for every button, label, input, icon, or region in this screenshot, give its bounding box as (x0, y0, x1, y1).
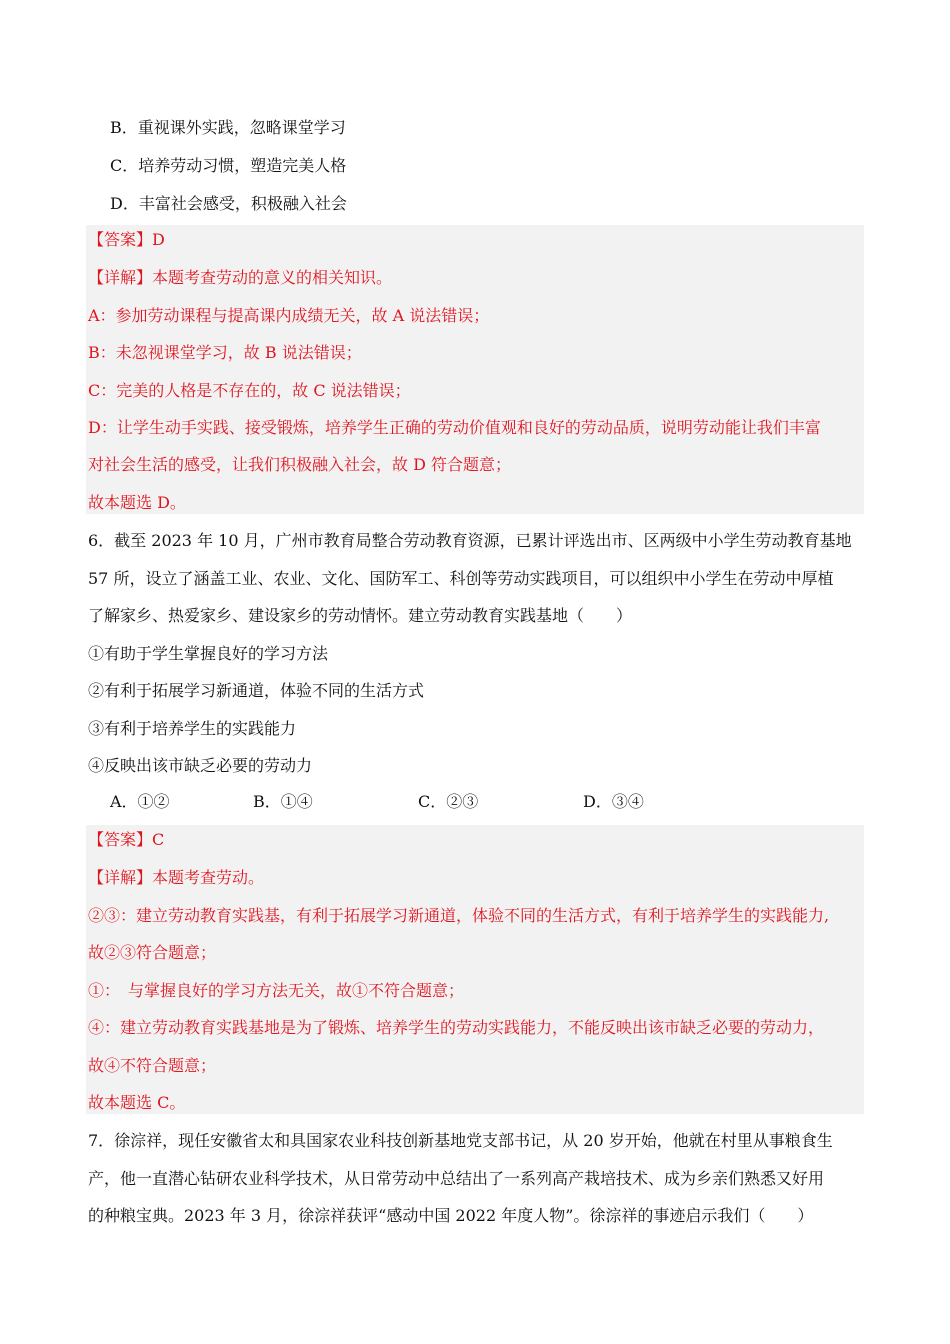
explanation-line: C：完美的人格是不存在的，故 C 说法错误； (88, 381, 411, 400)
statement-item: ②有利于拓展学习新通道，体验不同的生活方式 (88, 681, 425, 700)
explanation-line: 故④不符合题意； (88, 1056, 217, 1075)
statement-item: ④反映出该市缺乏必要的劳动力 (88, 756, 313, 775)
question-stem: 了解家乡、热爱家乡、建设家乡的劳动情怀。建立劳动教育实践基地（ ） (88, 606, 633, 625)
statement-item: ①有助于学生掌握良好的学习方法 (88, 644, 329, 663)
question-stem: 7．徐淙祥，现任安徽省太和具国家农业科技创新基地党支部书记，从 20 岁开始，他就在村里从事粮食生 (88, 1131, 833, 1150)
explanation-line: ①： 与掌握良好的学习方法无关，故①不符合题意； (88, 981, 465, 1000)
answer-label: 【答案】C (88, 830, 165, 849)
choice-c: C．②③ (418, 792, 479, 811)
explanation-line: 对社会生活的感受，让我们积极融入社会，故 D 符合题意； (88, 455, 512, 474)
explanation-line: 故本题选 C。 (88, 1093, 186, 1112)
explanation-line: 【详解】本题考查劳动。 (88, 868, 265, 887)
question-stem: 57 所，设立了涵盖工业、农业、文化、国防军工、科创等劳动实践项目，可以组织中小学生在劳动中厚植 (88, 569, 834, 588)
explanation-line: A：参加劳动课程与提高课内成绩无关，故 A 说法错误； (88, 306, 490, 325)
choice-b: B．①④ (253, 792, 313, 811)
question-stem: 产，他一直潜心钻研农业科学技术，从日常劳动中总结出了一系列高产栽培技术、成为乡亲们熟悉又好用 (88, 1169, 825, 1188)
choice-a: A．①② (110, 792, 170, 811)
option-c: C．培养劳动习惯，塑造完美人格 (110, 156, 347, 175)
option-d: D．丰富社会感受，积极融入社会 (110, 194, 347, 213)
question-stem: 6．截至 2023 年 10 月，广州市教育局整合劳动教育资源，已累计评选出市、区两级中小学生劳动教育基地 (88, 531, 852, 550)
statement-item: ③有利于培养学生的实践能力 (88, 719, 297, 738)
explanation-line: 故②③符合题意； (88, 943, 217, 962)
explanation-line: 故本题选 D。 (88, 493, 186, 512)
explanation-line: ②③：建立劳动教育实践基，有利于拓展学习新通道，体验不同的生活方式，有利于培养学生的实践能力, (88, 906, 830, 925)
explanation-line: 【详解】本题考查劳动的意义的相关知识。 (88, 268, 393, 287)
option-b: B．重视课外实践，忽略课堂学习 (110, 118, 346, 137)
choice-d: D．③④ (583, 792, 644, 811)
question-stem: 的种粮宝典。2023 年 3 月，徐淙祥获评“感动中国 2022 年度人物”。徐淙祥的事迹启示我们（ ） (88, 1206, 814, 1225)
explanation-line: D：让学生动手实践、接受锻炼，培养学生正确的劳动价值观和良好的劳动品质，说明劳动能让我们丰富 (88, 418, 821, 437)
explanation-line: B：未忽视课堂学习，故 B 说法错误； (88, 343, 362, 362)
explanation-line: ④：建立劳动教育实践基地是为了锻炼、培养学生的劳动实践能力，不能反映出该市缺乏必要的劳动力， (88, 1018, 825, 1037)
answer-label: 【答案】D (88, 230, 165, 249)
